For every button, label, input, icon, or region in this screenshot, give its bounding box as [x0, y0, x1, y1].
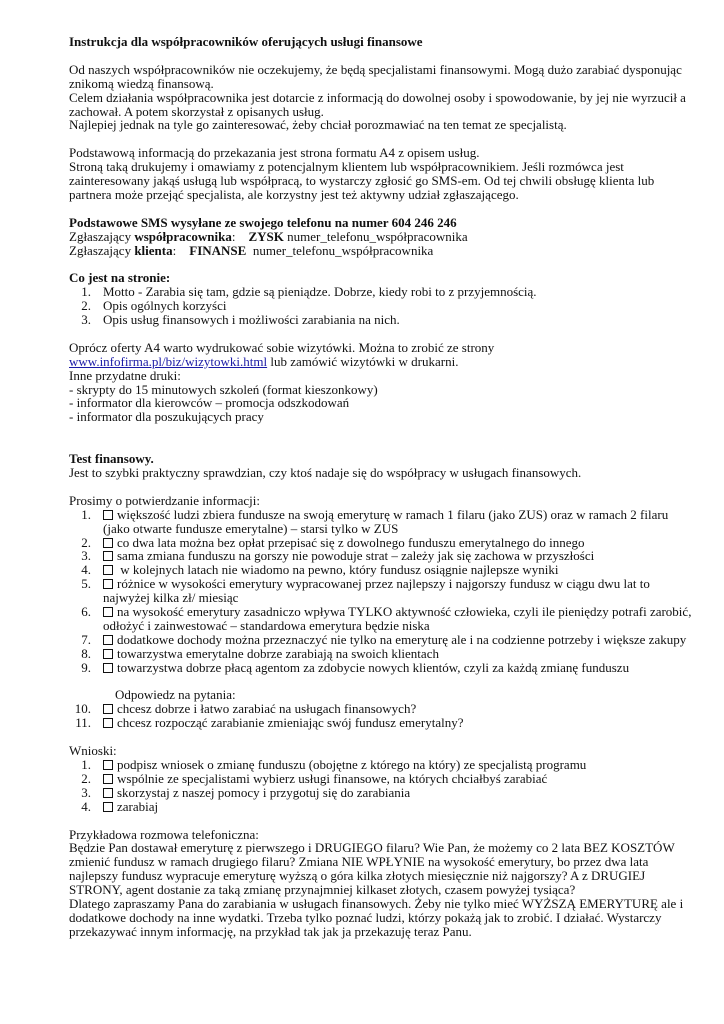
item-text: towarzystwa dobrze płacą agentom za zdobycie nowych klientów, czyli za każdą zmianę funduszu [117, 659, 630, 675]
item-content [103, 577, 693, 605]
checkbox[interactable] [103, 802, 113, 812]
item-number: 4. [81, 562, 91, 578]
test-heading: Test finansowy. [69, 451, 154, 467]
item-content [103, 800, 693, 814]
item-number: 3. [81, 784, 91, 800]
item-text: chcesz dobrze i łatwo zarabiać na usługach finansowych? [117, 701, 417, 717]
document-page [69, 35, 693, 939]
checklist-item [69, 661, 693, 675]
item-text: towarzystwa emerytalne dobrze zarabiają na swoich klientach [117, 645, 439, 661]
item-text: sama zmiana funduszu na gorszy nie powoduje strat – zależy jak się zachowa w przyszłości [117, 548, 595, 564]
checkbox[interactable] [103, 635, 113, 645]
item-text: w kolejnych latach nie wiadomo na pewno, który fundusz osiągnie najlepsze wyniki [117, 562, 559, 578]
checkbox[interactable] [103, 788, 113, 798]
checklist-item [69, 772, 693, 786]
item-content [103, 661, 693, 675]
intro-paragraph: Celem działania współpracownika jest dotarcie z informacją do dowolnej osoby i spowodowanie, by jej nie wyrzucił a zachował. A potem skorzystał z opisanych usług. [69, 89, 686, 119]
item-content [103, 772, 693, 786]
checklist-item [69, 549, 693, 563]
item-number: 2. [81, 770, 91, 786]
basic-paragraph: Podstawową informacją do przekazania jest strona formatu A4 z opisem usług. [69, 145, 480, 161]
item-content [103, 786, 693, 800]
item-number: 11. [75, 715, 91, 731]
other-print-item: - skrypty do 15 minutowych szkoleń (format kieszonkowy) [69, 381, 378, 397]
checklist-item [69, 716, 693, 730]
checkbox[interactable] [103, 704, 113, 714]
item-content [103, 549, 693, 563]
item-number: 4. [81, 798, 91, 814]
checklist-item [69, 633, 693, 647]
sms-line-coworker: Zgłaszający współpracownika: ZYSK numer_telefonu_współpracownika [69, 228, 468, 244]
checklist-item [69, 577, 693, 605]
item-number: 2. [81, 534, 91, 550]
checklist-item [69, 605, 693, 633]
business-cards-paragraph: Oprócz oferty A4 warto wydrukować sobie wizytówki. Można to zrobić ze strony www.infofirma.pl/biz/wizytowki.html lub zamówić wizytówki w drukarni. [69, 339, 495, 369]
item-text: dodatkowe dochody można przeznaczyć nie tylko na emeryturę ale i na codzienne potrzeby i większe zakupy [117, 631, 687, 647]
sms-heading: Podstawowe SMS wysyłane ze swojego telefonu na numer 604 246 246 [69, 214, 457, 230]
item-content [103, 716, 693, 730]
checkbox[interactable] [103, 774, 113, 784]
list-item: 2. Opis ogólnych korzyści [81, 298, 227, 314]
test-description: Jest to szybki praktyczny sprawdzian, czy ktoś nadaje się do współpracy w usługach finansowych. [69, 465, 582, 480]
call-paragraph: Dlatego zapraszamy Pana do zarabiania w usługach finansowych. Żeby nie tylko mieć WYŻSZĄ EMERYTURĘ ale i dodatkowe dochody na inne wydatki. Trzeba tylko poznać ludzi, którzy pokażą jak to zrobić. I działać. Wystarczy przekazywać innym informację, na przykład tak jak ja przekazuję teraz Panu. [69, 896, 684, 939]
item-text: na wysokość emerytury zasadniczo wpływa TYLKO aktywność człowieka, czyli ile pieniędzy potrafi zarobić, odłożyć i zainwestować – standardowa emerytura będzie niska [103, 604, 695, 633]
checkbox[interactable] [103, 579, 113, 589]
other-print-item: - informator dla kierowców – promocja odszkodowań [69, 395, 350, 411]
checkbox[interactable] [103, 663, 113, 673]
item-text: podpisz wniosek o zmianę funduszu (obojętne z którego na który) ze specjalistą programu [117, 756, 587, 772]
checklist-item [69, 508, 693, 536]
item-number: 5. [81, 576, 91, 592]
item-content [103, 647, 693, 661]
conclusions-list [69, 758, 693, 814]
item-number: 7. [81, 631, 91, 647]
checkbox[interactable] [103, 510, 113, 520]
item-content [103, 536, 693, 550]
checklist-item [69, 702, 693, 716]
intro-paragraph: Od naszych współpracowników nie oczekujemy, że będą specjalistami finansowymi. Mogą dużo zarabiać dysponując znikomą wiedzą finansową. [69, 61, 682, 91]
checklist-item [69, 800, 693, 814]
item-number: 10. [74, 701, 91, 717]
item-content [103, 508, 693, 536]
item-number: 1. [81, 506, 91, 522]
item-number: 6. [81, 604, 91, 620]
item-content [103, 563, 693, 577]
call-paragraph: Będzie Pan dostawał emeryturę z pierwszego i DRUGIEGO filaru? Wie Pan, że możemy co 2 lata BEZ KOSZTÓW zmienić fundusz w ramach drugiego filaru? Zmiana NIE WPŁYNIE na wysokość emerytury, bo przez dwa lata najlepszy fundusz wypracuje emeryturę wyższą o góra kilka złotych miesięcznie niż najgorszy? A z DRUGIEJ STRONY, agent dostanie za taką zmianę przynajmniej kilkaset złotych, czasem powyżej tysiąca? [69, 840, 675, 898]
sms-line-client: Zgłaszający klienta: FINANSE numer_telefonu_współpracownika [69, 242, 434, 258]
item-number: 3. [81, 548, 91, 564]
item-text: różnice w wysokości emerytury wypracowanej przez najlepszy i najgorszy fundusz w ciągu dwu lat to najwyżej kilka zł/ miesiąc [103, 576, 654, 606]
item-content [103, 605, 693, 633]
item-text: skorzystaj z naszej pomocy i przygotuj się do zarabiania [117, 784, 411, 800]
item-number: 9. [81, 659, 91, 675]
checkbox[interactable] [103, 649, 113, 659]
answer-list [69, 702, 693, 730]
list-item: 3. Opis usług finansowych i możliwości zarabiania na nich. [81, 312, 400, 328]
item-content [103, 633, 693, 647]
checkbox[interactable] [103, 607, 113, 617]
other-print-item: - informator dla poszukujących pracy [69, 409, 264, 425]
confirm-list [69, 508, 693, 675]
item-text: większość ludzi zbiera fundusze na swoją emeryturę w ramach 1 filaru (jako ZUS) oraz w ramach 2 filaru (jako otwarte fundusze emerytalne) – starsi tylko w ZUS [103, 506, 672, 536]
answer-heading: Odpowiedz na pytania: [115, 687, 236, 703]
call-heading: Przykładowa rozmowa telefoniczna: [69, 826, 259, 842]
intro-paragraph: Najlepiej jednak na tyle go zainteresować, żeby chciał porozmawiać na ten temat ze specjalistą. [69, 117, 567, 133]
document-title: Instrukcja dla współpracowników oferujących usługi finansowe [69, 34, 423, 49]
item-text: wspólnie ze specjalistami wybierz usługi finansowe, na których chciałbyś zarabiać [117, 770, 548, 786]
checkbox[interactable] [103, 551, 113, 561]
checklist-item [69, 563, 693, 577]
item-text: zarabiaj [117, 798, 159, 814]
checkbox[interactable] [103, 565, 113, 575]
list-item: 1. Motto - Zarabia się tam, gdzie są pieniądze. Dobrze, kiedy robi to z przyjemnością. [81, 284, 537, 300]
item-text: chcesz rozpocząć zarabianie zmieniając swój fundusz emerytalny? [117, 715, 464, 731]
checkbox[interactable] [103, 760, 113, 770]
item-number: 1. [81, 756, 91, 772]
checklist-item [69, 647, 693, 661]
checklist-item [69, 758, 693, 772]
item-content [103, 758, 693, 772]
page-contents-heading: Co jest na stronie: [69, 270, 171, 286]
confirm-heading: Prosimy o potwierdzanie informacji: [69, 492, 260, 508]
checkbox[interactable] [103, 538, 113, 548]
page-contents-list [69, 285, 693, 327]
item-text: co dwa lata można bez opłat przepisać się z dowolnego funduszu emerytalnego do innego [117, 534, 585, 550]
checkbox[interactable] [103, 718, 113, 728]
basic-paragraph: Stroną taką drukujemy i omawiamy z potencjalnym klientem lub współpracownikiem. Jeśli rozmówca jest zainteresowany jakąś usługą lub współpracą, to wystarczy zgłosić go SMS-em. Od tej chwili obsługę klienta lub partnera może przejąć specjalista, ale korzystny jest też aktywny udział zgłaszającego. [69, 159, 655, 202]
item-number: 8. [81, 645, 91, 661]
item-content [103, 702, 693, 716]
other-prints-heading: Inne przydatne druki: [69, 367, 181, 383]
business-cards-link[interactable]: www.infofirma.pl/biz/wizytowki.html [69, 353, 268, 369]
conclusions-heading: Wnioski: [69, 743, 117, 759]
checklist-item [69, 786, 693, 800]
checklist-item [69, 536, 693, 550]
